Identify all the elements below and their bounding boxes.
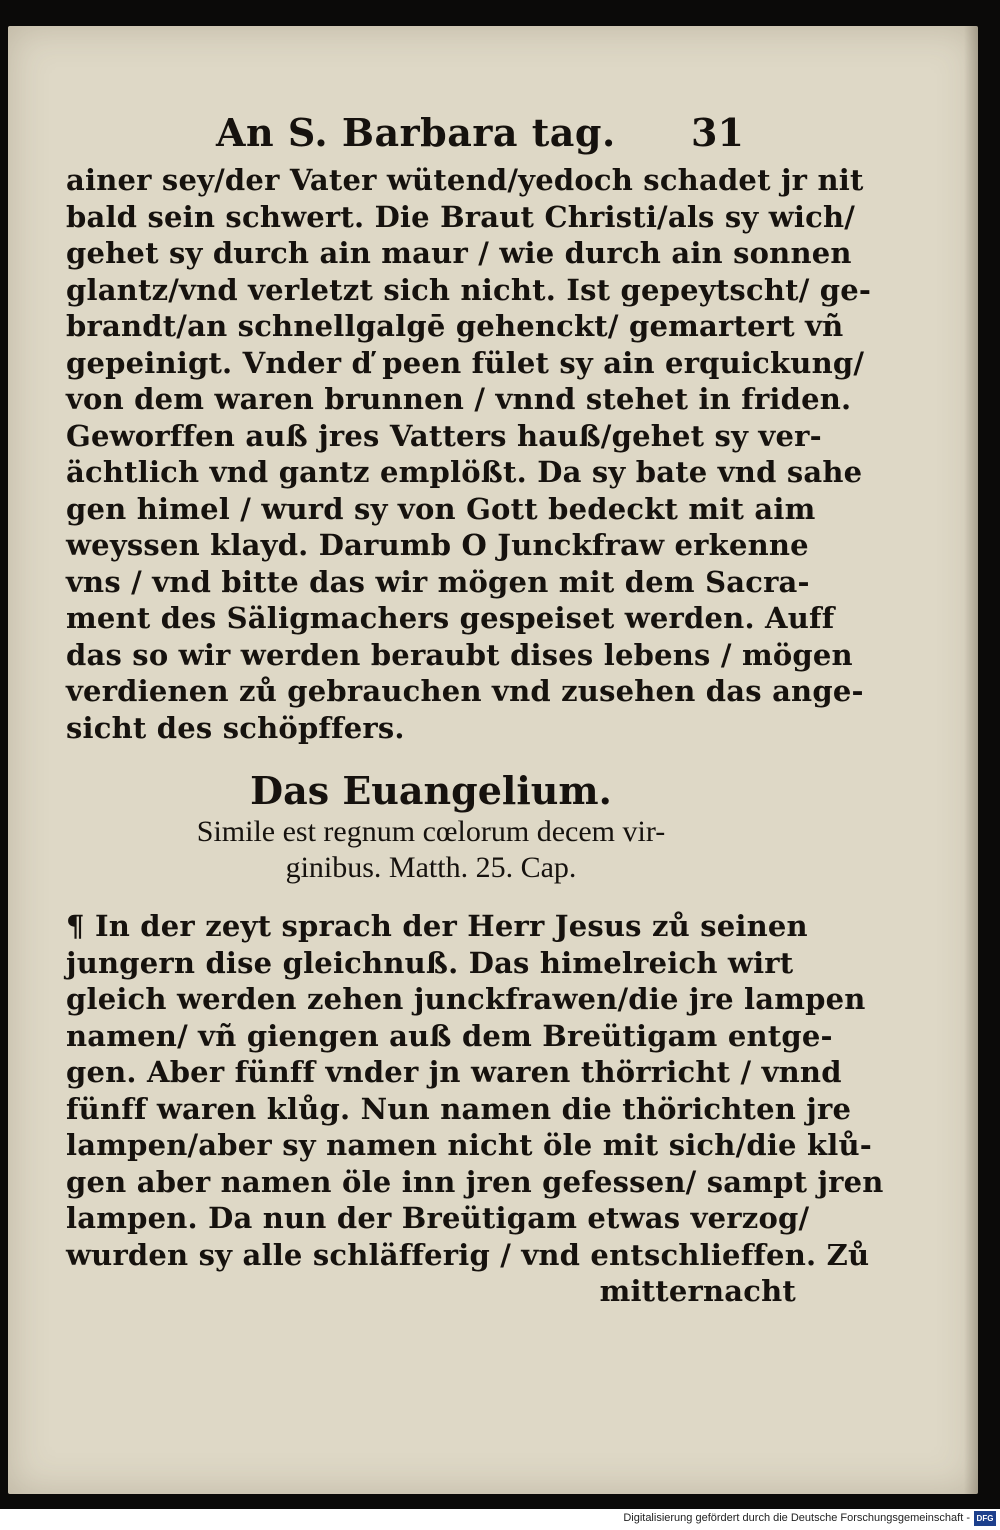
text-line: gen himel / wurd sy von Gott bedeckt mit aim [66,491,816,526]
lesson-line: Simile est regnum cœlorum decem vir- [196,815,666,848]
catchword: mitternacht [599,1274,796,1308]
text-line: ¶ In der zeyt sprach der Herr Jesus zů seinen [66,909,808,943]
text-line: lampen/aber sy namen nicht öle mit sich/die klů- [66,1128,873,1162]
text-line: gen. Aber fünff vnder jn waren thörricht / vnnd [66,1055,842,1089]
text-line: Geworffen auß jres Vatters hauß/gehet sy ver- [66,418,822,453]
text-line: fünff waren klůg. Nun namen die thörichten jre [66,1091,852,1126]
text-line: ment des Säligmachers gespeiset werden. Auff [66,601,835,635]
text-line: lampen. Da nun der Breütigam etwas verzog/ [66,1201,810,1235]
text-line: brandt/an schnellgalgē gehenckt/ gemartert vñ [66,309,844,343]
book-page [8,26,978,1494]
text-line: bald sein schwert. Die Braut Christi/als sy wich/ [66,199,856,234]
text-line: glantz/vnd verletzt sich nicht. Ist gepeytscht/ ge- [66,272,872,307]
text-line: vns / vnd bitte das wir mögen mit dem Sacra- [66,564,810,599]
running-title: An S. Barbara tag. [216,110,616,155]
text-line: weyssen klayd. Darumb O Junckfraw erkenne [66,528,809,562]
text-line: verdienen zů gebrauchen vnd zusehen das ange- [66,674,864,708]
folio-number: 31 [691,110,744,155]
text-line: ächtlich vnd gantz emplößt. Da sy bate vnd sahe [66,455,863,489]
page-text [66,110,884,1310]
text-line: ainer sey/der Vater wütend/yedoch schadet jr nit [66,163,864,197]
text-line: das so wir werden beraubt dises lebens / mögen [66,637,853,672]
text-line: gleich werden zehen junckfrawen/die jre lampen [66,982,866,1016]
prayer-text [66,162,872,746]
text-line: jungern dise gleichnuß. Das himelreich wirt [66,945,794,980]
text-line: namen/ vñ giengen auß dem Breütigam entge- [66,1018,833,1053]
funding-credit: Digitalisierung gefördert durch die Deutsche Forschungsgemeinschaft - [623,1512,970,1524]
lesson-line: ginibus. Matth. 25. Cap. [285,851,577,884]
text-line: gepeinigt. Vnder ď peen fület sy ain erquickung/ [66,345,865,380]
text-line: gen aber namen öle inn jren gefessen/ sampt jren [66,1164,884,1199]
text-line: wurden sy alle schläfferig / vnd entschlieffen. Zů [66,1237,870,1272]
text-line: sicht des schöpffers. [66,710,405,745]
page-header [66,110,796,162]
gospel-text [66,908,884,1310]
text-line: von dem waren brunnen / vnnd stehet in friden. [66,382,852,416]
lesson-reference [66,814,796,886]
footer-bar [0,1509,1000,1530]
dfg-logo-icon: DFG [974,1511,996,1526]
section-title: Das Euangelium. [250,768,612,813]
text-line: gehet sy durch ain maur / wie durch ain sonnen [66,236,852,270]
